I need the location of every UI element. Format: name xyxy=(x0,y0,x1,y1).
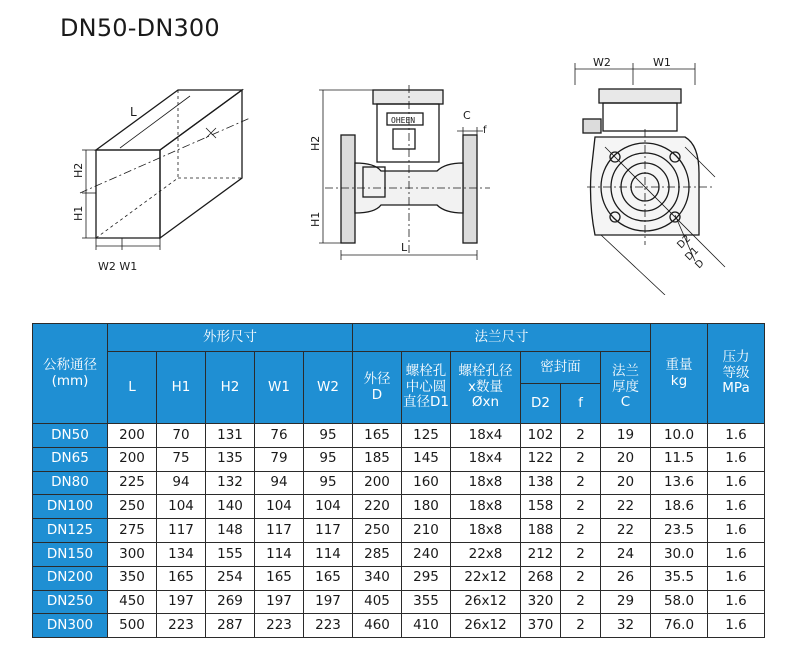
cell-w2: 223 xyxy=(304,614,353,638)
cell-w1: 79 xyxy=(255,447,304,471)
side-label-c: C xyxy=(463,109,471,122)
cell-h2: 155 xyxy=(206,542,255,566)
header-seal-face: 密封面 xyxy=(521,352,601,384)
cell-h2: 140 xyxy=(206,495,255,519)
cell-h2: 269 xyxy=(206,590,255,614)
row-nominal-diameter: DN250 xyxy=(33,590,108,614)
cell-h1: 104 xyxy=(157,495,206,519)
cell-w2: 95 xyxy=(304,471,353,495)
cell-w2: 95 xyxy=(304,424,353,448)
row-nominal-diameter: DN50 xyxy=(33,424,108,448)
side-nameplate: OHEEN xyxy=(391,116,416,125)
cell-kg: 76.0 xyxy=(651,614,708,638)
cell-f: 2 xyxy=(561,471,601,495)
front-label-d1: D1 xyxy=(683,245,702,264)
front-label-w2: W2 xyxy=(593,56,611,69)
cell-h1: 134 xyxy=(157,542,206,566)
cell-bolts: 26x12 xyxy=(451,614,521,638)
cell-kg: 18.6 xyxy=(651,495,708,519)
cell-w2: 197 xyxy=(304,590,353,614)
cell-d1: 410 xyxy=(402,614,451,638)
cell-kg: 30.0 xyxy=(651,542,708,566)
table-row xyxy=(33,614,765,638)
page-title: DN50-DN300 xyxy=(60,14,220,42)
table-row xyxy=(33,447,765,471)
cell-w2: 165 xyxy=(304,566,353,590)
box-label-l: L xyxy=(130,105,137,119)
box-outline-diagram xyxy=(60,78,260,278)
cell-h1: 70 xyxy=(157,424,206,448)
row-nominal-diameter: DN65 xyxy=(33,447,108,471)
cell-f: 2 xyxy=(561,424,601,448)
header-bolt-circle: 螺栓孔 中心圆 直径D1 xyxy=(402,352,451,424)
cell-w2: 104 xyxy=(304,495,353,519)
cell-d2: 370 xyxy=(521,614,561,638)
cell-d2: 122 xyxy=(521,447,561,471)
front-label-d: D xyxy=(693,257,707,272)
cell-h1: 197 xyxy=(157,590,206,614)
cell-l: 500 xyxy=(108,614,157,638)
cell-d1: 180 xyxy=(402,495,451,519)
cell-c: 29 xyxy=(601,590,651,614)
side-label-h2: H2 xyxy=(309,135,322,151)
cell-h2: 148 xyxy=(206,519,255,543)
header-outline-dimensions: 外形尺寸 xyxy=(108,324,353,352)
cell-h2: 131 xyxy=(206,424,255,448)
cell-d2: 320 xyxy=(521,590,561,614)
table-row xyxy=(33,542,765,566)
cell-h1: 165 xyxy=(157,566,206,590)
cell-w2: 117 xyxy=(304,519,353,543)
front-view-diagram xyxy=(565,55,745,295)
cell-d: 405 xyxy=(353,590,402,614)
cell-d: 220 xyxy=(353,495,402,519)
cell-d1: 295 xyxy=(402,566,451,590)
cell-f: 2 xyxy=(561,519,601,543)
cell-mpa: 1.6 xyxy=(708,495,765,519)
cell-l: 300 xyxy=(108,542,157,566)
header-bolt-holes: 螺栓孔径 x数量 Øxn xyxy=(451,352,521,424)
cell-c: 20 xyxy=(601,447,651,471)
cell-w1: 114 xyxy=(255,542,304,566)
table-row xyxy=(33,566,765,590)
side-label-h1: H1 xyxy=(309,211,322,227)
cell-d: 185 xyxy=(353,447,402,471)
cell-d1: 160 xyxy=(402,471,451,495)
cell-h2: 132 xyxy=(206,471,255,495)
side-view-diagram xyxy=(305,85,490,265)
cell-d2: 268 xyxy=(521,566,561,590)
header-l: L xyxy=(108,352,157,424)
cell-c: 22 xyxy=(601,495,651,519)
table-row xyxy=(33,519,765,543)
cell-mpa: 1.6 xyxy=(708,590,765,614)
box-label-w2w1: W2 W1 xyxy=(98,260,138,273)
spec-table xyxy=(32,323,765,638)
cell-l: 200 xyxy=(108,424,157,448)
header-d2: D2 xyxy=(521,384,561,424)
cell-kg: 10.0 xyxy=(651,424,708,448)
cell-h2: 287 xyxy=(206,614,255,638)
row-nominal-diameter: DN125 xyxy=(33,519,108,543)
cell-kg: 35.5 xyxy=(651,566,708,590)
cell-c: 20 xyxy=(601,471,651,495)
cell-f: 2 xyxy=(561,614,601,638)
header-weight: 重量 kg xyxy=(651,324,708,424)
box-label-h2: H2 xyxy=(72,162,85,178)
cell-bolts: 18x8 xyxy=(451,471,521,495)
row-nominal-diameter: DN80 xyxy=(33,471,108,495)
cell-w2: 95 xyxy=(304,447,353,471)
header-w2: W2 xyxy=(304,352,353,424)
cell-l: 450 xyxy=(108,590,157,614)
header-flange-dimensions: 法兰尺寸 xyxy=(353,324,651,352)
cell-h1: 223 xyxy=(157,614,206,638)
cell-bolts: 18x8 xyxy=(451,519,521,543)
cell-w1: 76 xyxy=(255,424,304,448)
cell-d: 460 xyxy=(353,614,402,638)
cell-bolts: 26x12 xyxy=(451,590,521,614)
cell-mpa: 1.6 xyxy=(708,447,765,471)
cell-d2: 158 xyxy=(521,495,561,519)
cell-d: 250 xyxy=(353,519,402,543)
cell-d: 285 xyxy=(353,542,402,566)
cell-c: 19 xyxy=(601,424,651,448)
cell-f: 2 xyxy=(561,590,601,614)
front-label-d2: D2 xyxy=(675,233,694,252)
cell-w1: 223 xyxy=(255,614,304,638)
cell-l: 275 xyxy=(108,519,157,543)
row-nominal-diameter: DN150 xyxy=(33,542,108,566)
cell-l: 200 xyxy=(108,447,157,471)
cell-bolts: 22x8 xyxy=(451,542,521,566)
cell-c: 22 xyxy=(601,519,651,543)
cell-kg: 58.0 xyxy=(651,590,708,614)
header-pressure: 压力 等级 MPa xyxy=(708,324,765,424)
cell-d1: 355 xyxy=(402,590,451,614)
cell-d: 340 xyxy=(353,566,402,590)
cell-d1: 240 xyxy=(402,542,451,566)
cell-h1: 94 xyxy=(157,471,206,495)
cell-bolts: 18x8 xyxy=(451,495,521,519)
row-nominal-diameter: DN100 xyxy=(33,495,108,519)
front-label-w1: W1 xyxy=(653,56,671,69)
cell-f: 2 xyxy=(561,447,601,471)
cell-mpa: 1.6 xyxy=(708,542,765,566)
cell-kg: 13.6 xyxy=(651,471,708,495)
side-label-l: L xyxy=(401,241,408,254)
cell-d2: 188 xyxy=(521,519,561,543)
cell-c: 24 xyxy=(601,542,651,566)
cell-l: 250 xyxy=(108,495,157,519)
cell-l: 350 xyxy=(108,566,157,590)
row-nominal-diameter: DN200 xyxy=(33,566,108,590)
side-label-f: f xyxy=(483,125,487,136)
cell-l: 225 xyxy=(108,471,157,495)
cell-bolts: 18x4 xyxy=(451,424,521,448)
cell-f: 2 xyxy=(561,495,601,519)
cell-kg: 11.5 xyxy=(651,447,708,471)
cell-mpa: 1.6 xyxy=(708,424,765,448)
cell-c: 26 xyxy=(601,566,651,590)
cell-mpa: 1.6 xyxy=(708,519,765,543)
header-nominal-diameter: 公称通径 (mm) xyxy=(33,324,108,424)
table-row xyxy=(33,495,765,519)
cell-d1: 125 xyxy=(402,424,451,448)
cell-d: 165 xyxy=(353,424,402,448)
cell-f: 2 xyxy=(561,566,601,590)
cell-w1: 104 xyxy=(255,495,304,519)
cell-mpa: 1.6 xyxy=(708,471,765,495)
cell-kg: 23.5 xyxy=(651,519,708,543)
cell-d2: 212 xyxy=(521,542,561,566)
cell-mpa: 1.6 xyxy=(708,566,765,590)
cell-d1: 145 xyxy=(402,447,451,471)
cell-w1: 165 xyxy=(255,566,304,590)
cell-w1: 94 xyxy=(255,471,304,495)
table-row xyxy=(33,590,765,614)
cell-w2: 114 xyxy=(304,542,353,566)
header-f: f xyxy=(561,384,601,424)
cell-d2: 138 xyxy=(521,471,561,495)
header-outer-diameter: 外径 D xyxy=(353,352,402,424)
cell-c: 32 xyxy=(601,614,651,638)
header-flange-thickness: 法兰 厚度 C xyxy=(601,352,651,424)
cell-bolts: 22x12 xyxy=(451,566,521,590)
header-h1: H1 xyxy=(157,352,206,424)
cell-w1: 197 xyxy=(255,590,304,614)
header-h2: H2 xyxy=(206,352,255,424)
cell-h2: 135 xyxy=(206,447,255,471)
cell-f: 2 xyxy=(561,542,601,566)
cell-bolts: 18x4 xyxy=(451,447,521,471)
table-row xyxy=(33,471,765,495)
table-row xyxy=(33,424,765,448)
cell-mpa: 1.6 xyxy=(708,614,765,638)
cell-h1: 117 xyxy=(157,519,206,543)
cell-w1: 117 xyxy=(255,519,304,543)
cell-d1: 210 xyxy=(402,519,451,543)
box-label-h1: H1 xyxy=(72,205,85,221)
row-nominal-diameter: DN300 xyxy=(33,614,108,638)
cell-d2: 102 xyxy=(521,424,561,448)
cell-h1: 75 xyxy=(157,447,206,471)
cell-d: 200 xyxy=(353,471,402,495)
header-w1: W1 xyxy=(255,352,304,424)
cell-h2: 254 xyxy=(206,566,255,590)
